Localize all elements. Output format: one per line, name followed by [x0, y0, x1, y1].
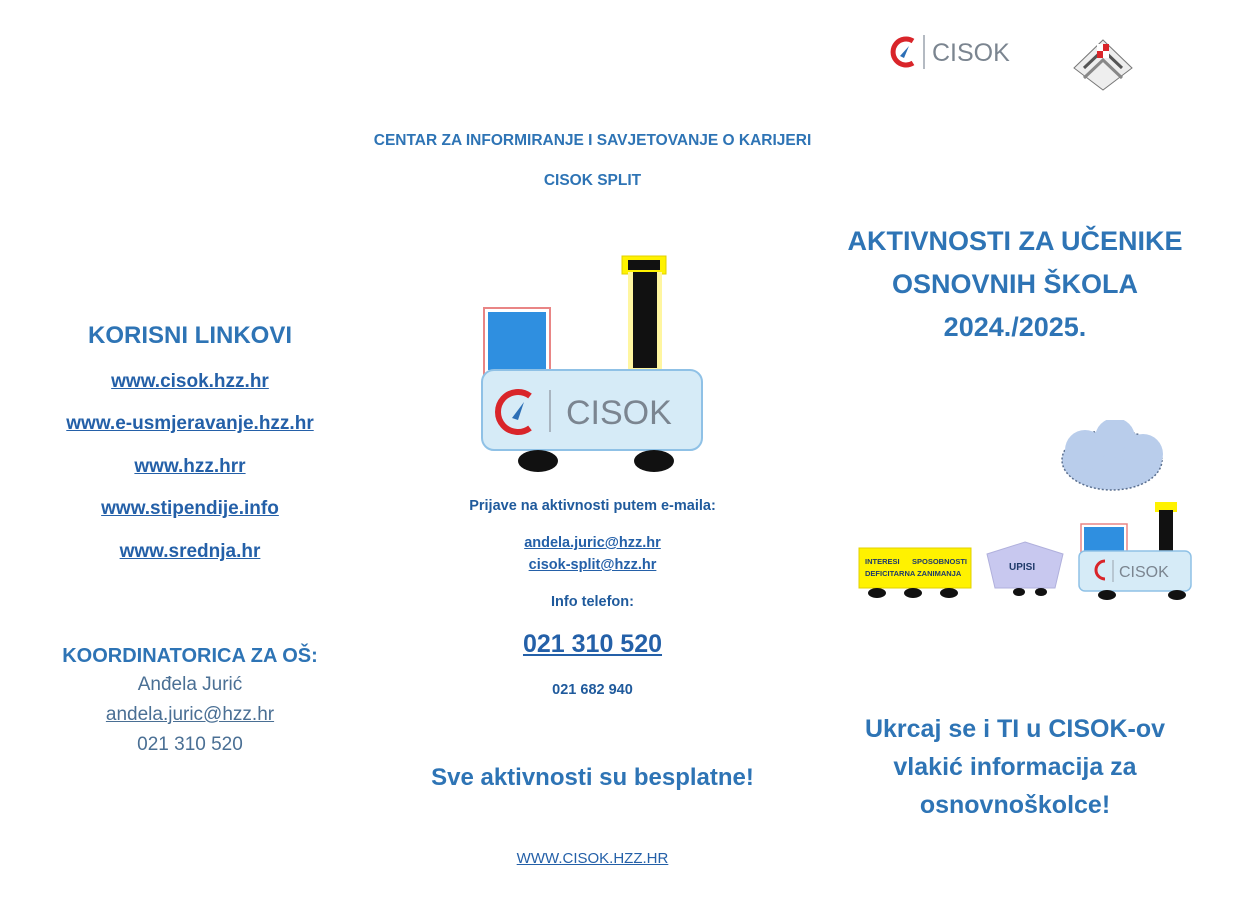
- wagon-label-sposobnosti: SPOSOBNOSTI: [912, 557, 968, 566]
- centre-name: CENTAR ZA INFORMIRANJE I SAVJETOVANJE O KARIJERI: [373, 132, 812, 149]
- link-srednja[interactable]: www.srednja.hr: [119, 541, 261, 562]
- cisok-c-mark-icon: [893, 39, 913, 65]
- cisok-small-train-illustration: [855, 420, 1200, 605]
- hzz-logo-icon: [1070, 38, 1136, 92]
- email-andela[interactable]: andela.juric@hzz.hr: [524, 535, 661, 551]
- slogan: [840, 710, 1190, 824]
- coordinator-name: Anđela Jurić: [137, 674, 243, 695]
- useful-links-title: KORISNI LINKOVI: [87, 322, 292, 349]
- cisok-logo: [886, 32, 1026, 72]
- registration-label: Prijave na aktivnosti putem e-maila:: [469, 498, 716, 514]
- small-train-logo-text: CISOK: [1119, 564, 1169, 581]
- activities-title-line-3: 2024./2025.: [943, 312, 1087, 342]
- train-logo-text: CISOK: [566, 394, 672, 432]
- link-cisok[interactable]: www.cisok.hzz.hr: [111, 371, 269, 392]
- link-stipendije[interactable]: www.stipendije.info: [101, 498, 279, 519]
- coordinator-email-link[interactable]: andela.juric@hzz.hr: [105, 704, 275, 725]
- centre-city: CISOK SPLIT: [543, 172, 642, 189]
- smoke-cloud-icon: [1062, 420, 1163, 490]
- slogan-line-2: vlakić informacija za: [893, 753, 1137, 781]
- free-activities-note: Sve aktivnosti su besplatne!: [431, 764, 754, 791]
- link-hzz[interactable]: www.hzz.hrr: [134, 456, 246, 477]
- slogan-line-3: osnovnoškolce!: [919, 791, 1111, 819]
- link-e-usmjeravanje[interactable]: www.e-usmjeravanje.hzz.hr: [66, 413, 314, 434]
- phone-main-link[interactable]: 021 310 520: [522, 630, 663, 658]
- slogan-line-1: Ukrcaj se i TI u CISOK-ov: [864, 715, 1166, 743]
- cisok-logo-text: CISOK: [932, 39, 1010, 67]
- info-phone-label: Info telefon:: [551, 594, 634, 610]
- wagon-label-interesi: INTERESI: [865, 557, 900, 566]
- coordinator-title: KOORDINATORICA ZA OŠ:: [62, 645, 318, 667]
- wagon-label-deficitarna: DEFICITARNA ZANIMANJA: [865, 569, 962, 578]
- wagon-label-upisi: UPISI: [1009, 562, 1036, 573]
- coordinator-phone: 021 310 520: [137, 734, 243, 755]
- activities-title: [830, 220, 1200, 349]
- website-link[interactable]: WWW.CISOK.HZZ.HR: [516, 850, 669, 867]
- email-cisok-split[interactable]: cisok-split@hzz.hr: [528, 557, 657, 573]
- cisok-train-illustration: [478, 250, 708, 478]
- activities-title-line-2: OSNOVNIH ŠKOLA: [891, 269, 1139, 299]
- activities-title-line-1: AKTIVNOSTI ZA UČENIKE: [847, 226, 1183, 256]
- phone-secondary: 021 682 940: [552, 682, 633, 698]
